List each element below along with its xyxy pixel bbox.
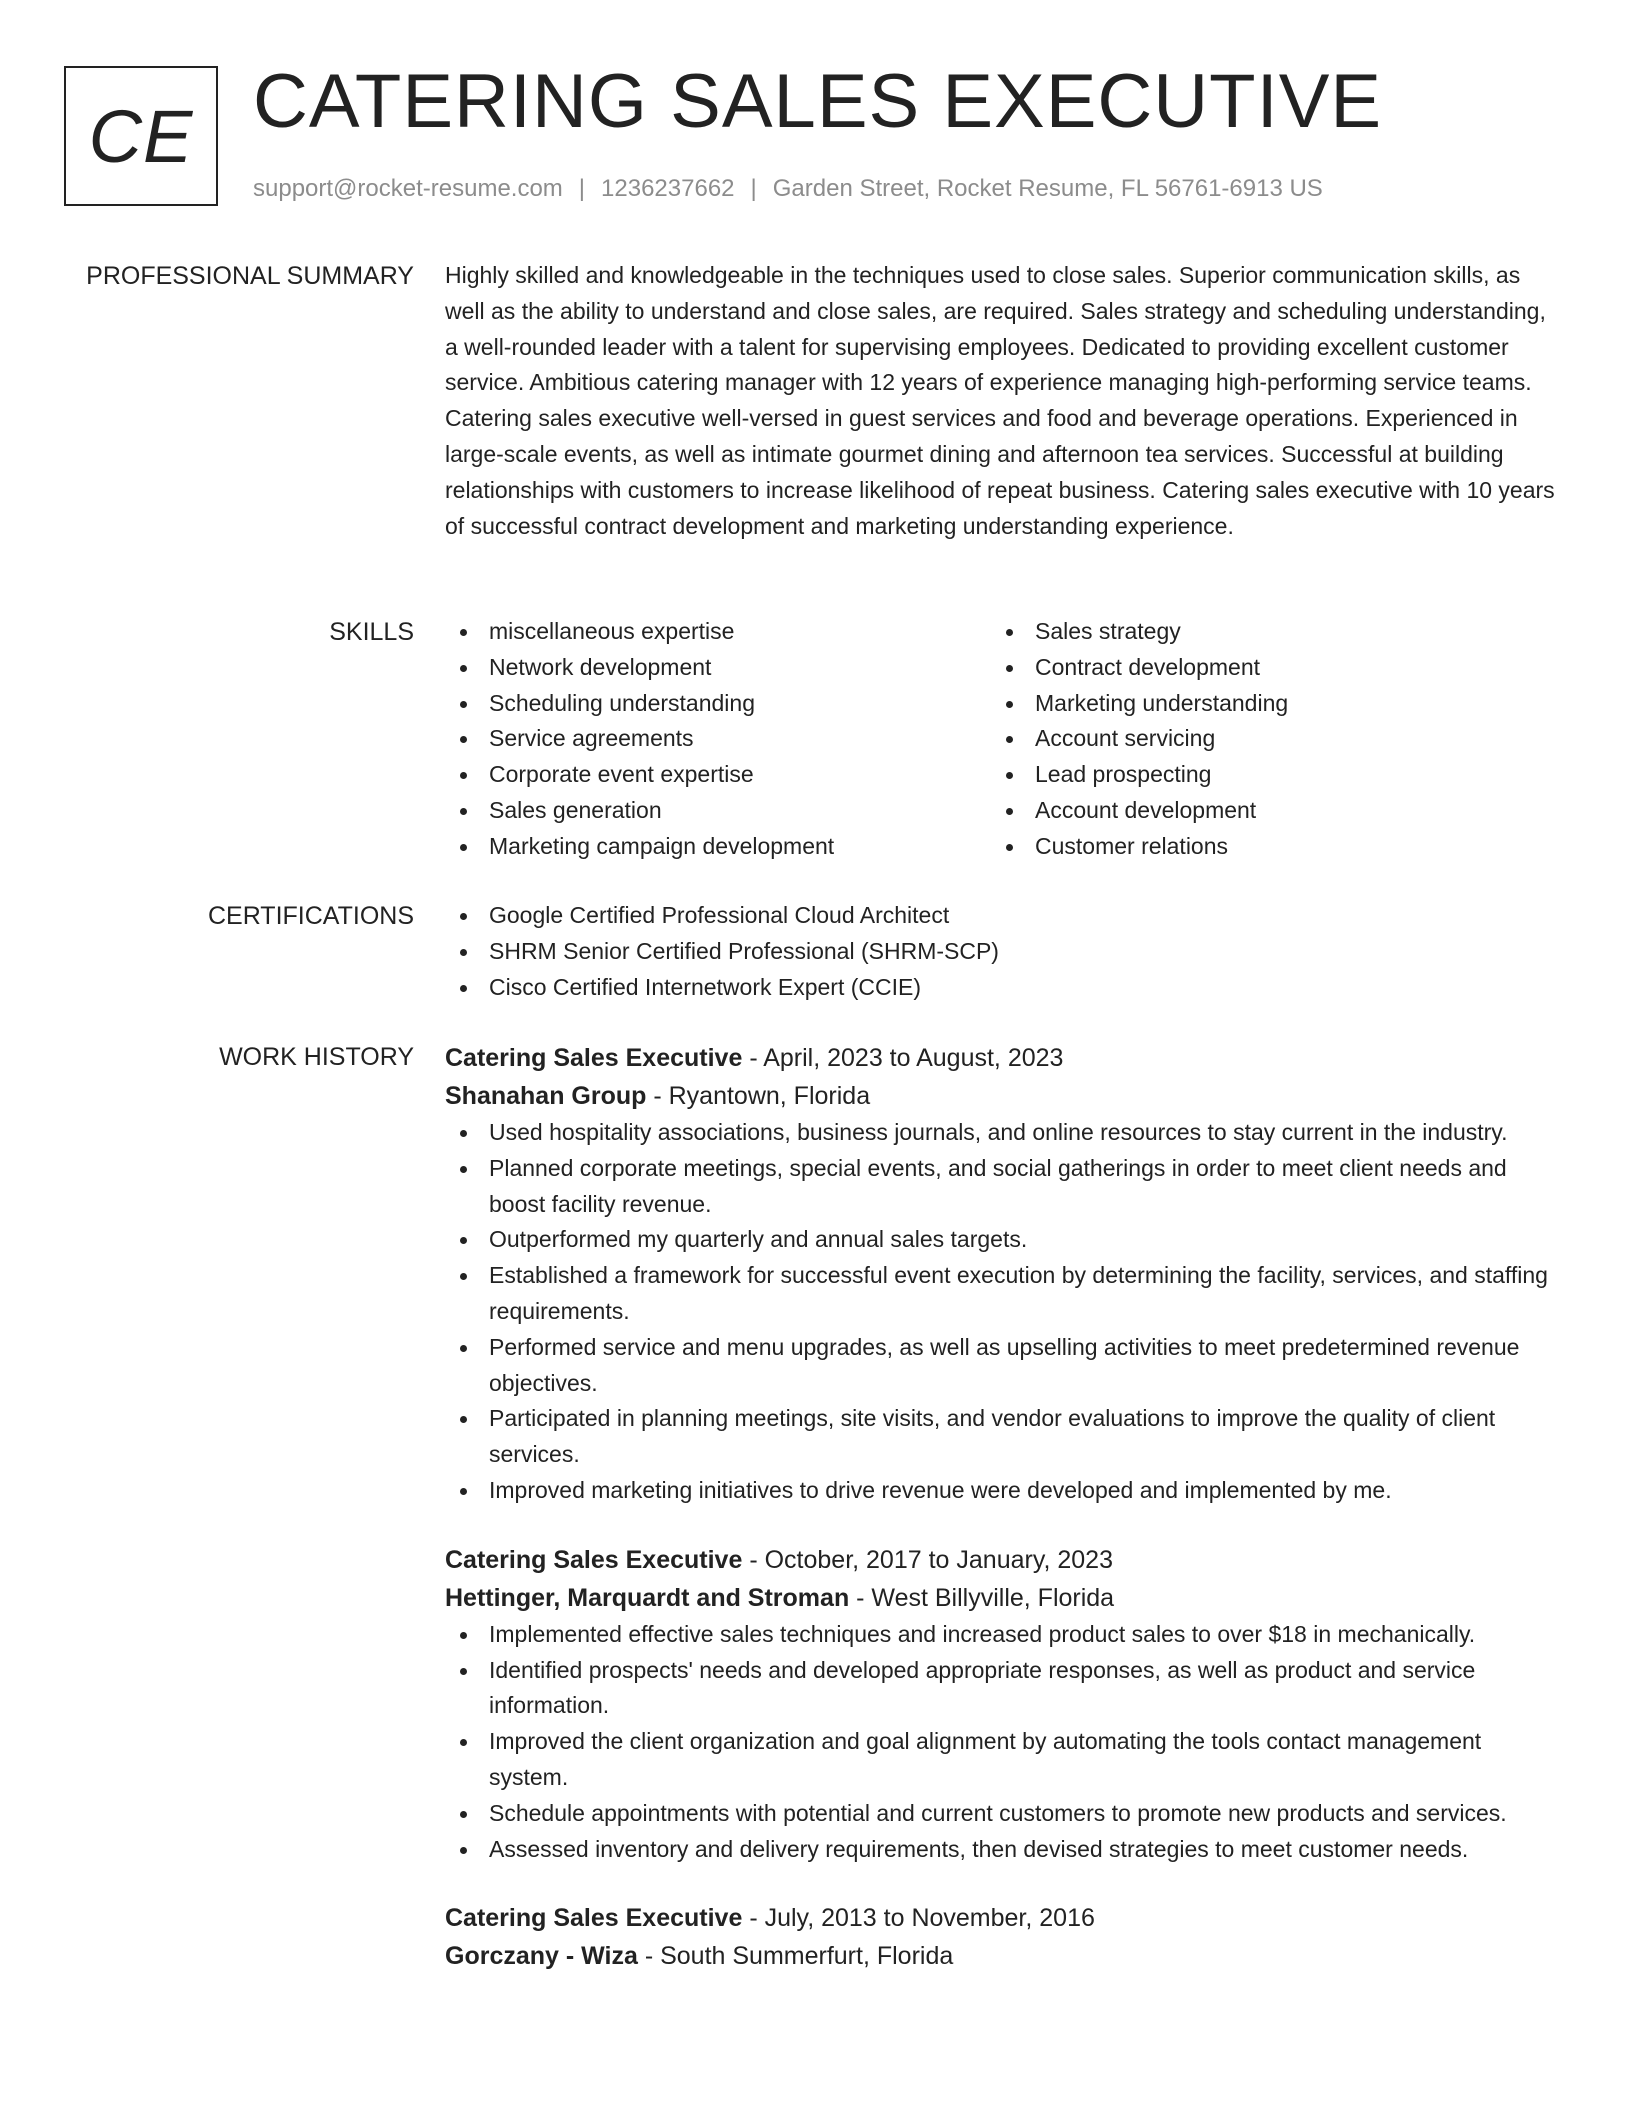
skill-item: Marketing campaign development: [445, 829, 991, 865]
job-bullets: [445, 1115, 1555, 1509]
skill-item: Customer relations: [991, 829, 1537, 865]
job-location: - Ryantown, Florida: [646, 1082, 871, 1110]
job-bullet: Schedule appointments with potential and current customers to promote new products and services.: [445, 1796, 1555, 1832]
job-entry: [445, 1541, 1555, 1868]
job-location: - South Summerfurt, Florida: [637, 1942, 954, 1971]
skill-item: Scheduling understanding: [445, 686, 991, 722]
skill-item: Lead prospecting: [991, 757, 1537, 793]
job-bullet: Established a framework for successful event execution by determining the facility, services, and staffing requirements.: [445, 1258, 1555, 1330]
job-bullet: Used hospitality associations, business journals, and online resources to stay current in the industry.: [445, 1115, 1555, 1151]
summary-text: Highly skilled and knowledgeable in the techniques used to close sales. Superior communication skills, as well as the ability to understand and close sales, are required. Sales strategy and scheduling understanding, a well-rounded leader with a talent for supervising employees. Dedicated to providing excellent customer service. Ambitious catering manager with 12 years of experience managing high-performing service teams. Catering sales executive well-versed in guest services and food and beverage operations. Experienced in large-scale events, as well as intimate gourmet dining and afternoon tea services. Successful at building relationships with customers to increase likelihood of repeat business. Catering sales executive with 10 years of successful contract development and marketing understanding experience.: [445, 262, 1555, 539]
job-entry: [445, 1039, 1555, 1509]
job-bullet: Outperformed my quarterly and annual sales targets.: [445, 1222, 1555, 1258]
job-title: Catering Sales Executive: [445, 1545, 743, 1574]
skill-item: Network development: [445, 650, 991, 686]
certification-item: Google Certified Professional Cloud Architect: [445, 898, 1555, 934]
contact-address: Garden Street, Rocket Resume, FL 56761-6913 US: [772, 175, 1323, 202]
job-title: Catering Sales Executive: [445, 1904, 743, 1933]
job-dates: - April, 2023 to August, 2023: [742, 1044, 1064, 1072]
job-location: - West Billyville, Florida: [849, 1583, 1115, 1612]
job-company: Shanahan Group: [445, 1082, 647, 1110]
skill-item: Contract development: [991, 650, 1537, 686]
skill-item: miscellaneous expertise: [445, 614, 991, 650]
contact-line: [253, 172, 1323, 206]
job-company-line: [445, 1937, 1555, 1975]
work-history-heading: WORK HISTORY: [219, 1043, 414, 1071]
job-title: Catering Sales Executive: [445, 1044, 743, 1072]
summary-heading: PROFESSIONAL SUMMARY: [86, 262, 414, 290]
job-bullet: Identified prospects' needs and developed appropriate responses, as well as product and service information.: [445, 1653, 1555, 1725]
job-bullet: Improved marketing initiatives to drive revenue were developed and implemented by me.: [445, 1473, 1555, 1509]
job-company-line: [445, 1077, 1555, 1115]
contact-phone[interactable]: 1236237662: [601, 175, 735, 202]
skill-item: Service agreements: [445, 721, 991, 757]
job-bullet: Planned corporate meetings, special events, and social gatherings in order to meet client needs and boost facility revenue.: [445, 1151, 1555, 1223]
certification-item: Cisco Certified Internetwork Expert (CCIE): [445, 970, 1555, 1006]
monogram-logo: [64, 66, 218, 206]
job-bullet: Implemented effective sales techniques and increased product sales to over $18 in mechanically.: [445, 1617, 1555, 1653]
skill-item: Account servicing: [991, 721, 1537, 757]
skill-item: Sales generation: [445, 793, 991, 829]
certifications-list: [445, 898, 1555, 1005]
job-company-line: [445, 1579, 1555, 1617]
skill-item: Account development: [991, 793, 1537, 829]
skills-list-left: [445, 614, 991, 865]
job-bullets: [445, 1617, 1555, 1868]
job-bullet: Assessed inventory and delivery requirements, then devised strategies to meet customer needs.: [445, 1832, 1555, 1868]
contact-separator: |: [750, 175, 757, 202]
job-title-line: [445, 1541, 1555, 1579]
job-title-line: [445, 1039, 1555, 1077]
certification-item: SHRM Senior Certified Professional (SHRM-SCP): [445, 934, 1555, 970]
skill-item: Corporate event expertise: [445, 757, 991, 793]
job-bullet: Performed service and menu upgrades, as well as upselling activities to meet predetermined revenue objectives.: [445, 1330, 1555, 1402]
contact-email[interactable]: support@rocket-resume.com: [253, 175, 563, 202]
job-company: Gorczany - Wiza: [445, 1942, 638, 1971]
skills-list-right: [991, 614, 1537, 865]
job-dates: - July, 2013 to November, 2016: [742, 1904, 1095, 1933]
job-company: Hettinger, Marquardt and Stroman: [445, 1583, 850, 1612]
skill-item: Sales strategy: [991, 614, 1537, 650]
certifications-heading: CERTIFICATIONS: [207, 902, 414, 930]
contact-separator: |: [578, 175, 586, 202]
job-entry: [445, 1899, 1555, 1975]
job-bullet: Participated in planning meetings, site visits, and vendor evaluations to improve the quality of client services.: [445, 1401, 1555, 1473]
job-bullet: Improved the client organization and goal alignment by automating the tools contact management system.: [445, 1724, 1555, 1796]
monogram-text: CE: [88, 94, 194, 178]
skills-heading: SKILLS: [329, 618, 414, 646]
resume-title: CATERING SALES EXECUTIVE: [253, 59, 1383, 144]
job-title-line: [445, 1899, 1555, 1937]
job-dates: - October, 2017 to January, 2023: [742, 1545, 1113, 1574]
skill-item: Marketing understanding: [991, 686, 1537, 722]
